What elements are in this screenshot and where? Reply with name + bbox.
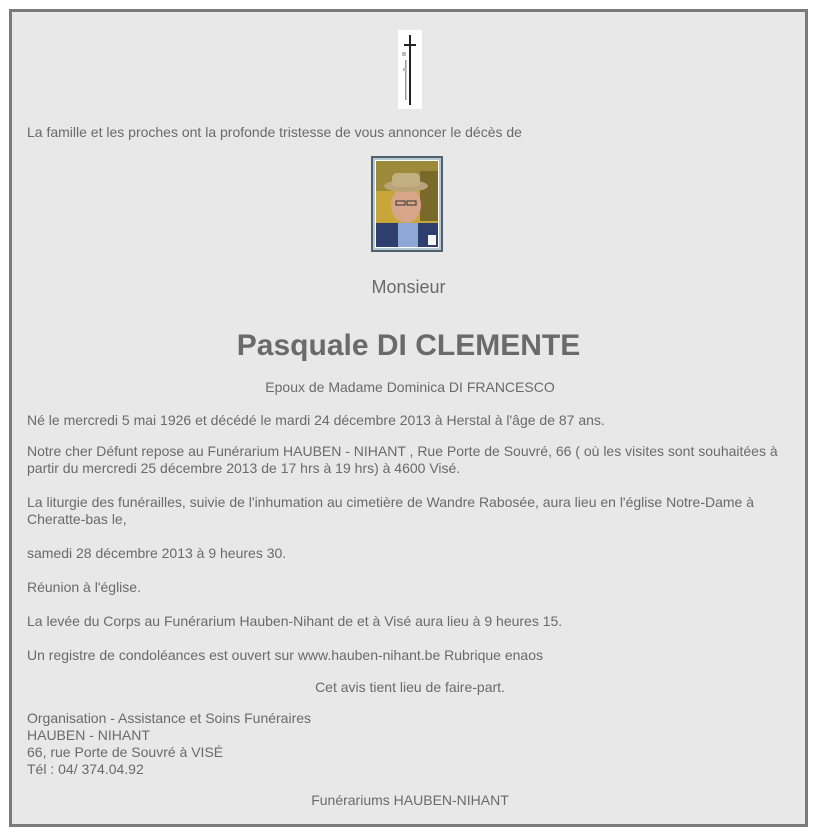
organisation-block xyxy=(27,710,427,778)
organisation-line-1: Organisation - Assistance et Soins Funéraires xyxy=(27,710,312,726)
levee-line: La levée du Corps au Funérarium Hauben-Nihant de et à Visé aura lieu à 9 heures 15. xyxy=(27,613,563,629)
liturgy-paragraph: La liturgie des funérailles, suivie de l'inhumation au cimetière de Wandre Rabosée, aura lieu en l'église Notre-Dame à Cheratte-bas le, xyxy=(27,494,754,527)
organisation-phone: Tél : 04/ 374.04.92 xyxy=(27,761,144,777)
birth-death-line: Né le mercredi 5 mai 1926 et décédé le mardi 24 décembre 2013 à Herstal à l'âge de 87 ans. xyxy=(27,412,605,428)
spouse-line: Epoux de Madame Dominica DI FRANCESCO xyxy=(265,379,555,395)
organisation-line-3: 66, rue Porte de Souvré à VISÉ xyxy=(27,744,224,760)
faire-part-line: Cet avis tient lieu de faire-part. xyxy=(315,679,505,695)
deceased-name: Pasquale DI CLEMENTE xyxy=(236,329,581,362)
intro-text: La famille et les proches ont la profonde tristesse de vous annoncer le décès de xyxy=(27,124,522,140)
ceremony-date: samedi 28 décembre 2013 à 9 heures 30. xyxy=(27,545,287,561)
deceased-portrait xyxy=(371,156,443,252)
repose-paragraph: Notre cher Défunt repose au Funérarium HAUBEN - NIHANT , Rue Porte de Souvré, 66 ( où les visites sont souhaitées à partir du mercredi 25 décembre 2013 de 17 hrs à 19 hrs) à 4600 Visé. xyxy=(27,443,778,476)
footer-text: Funérariums HAUBEN-NIHANT xyxy=(311,792,509,808)
registry-line: Un registre de condoléances est ouvert sur www.hauben-nihant.be Rubrique enaos xyxy=(27,647,543,663)
organisation-line-2: HAUBEN - NIHANT xyxy=(27,727,150,743)
cross-emblem-icon xyxy=(398,30,422,109)
salutation: Monsieur xyxy=(371,277,446,297)
portrait-image-icon xyxy=(376,161,439,248)
reunion-line: Réunion à l'église. xyxy=(27,579,141,595)
obituary-notice xyxy=(9,9,808,827)
